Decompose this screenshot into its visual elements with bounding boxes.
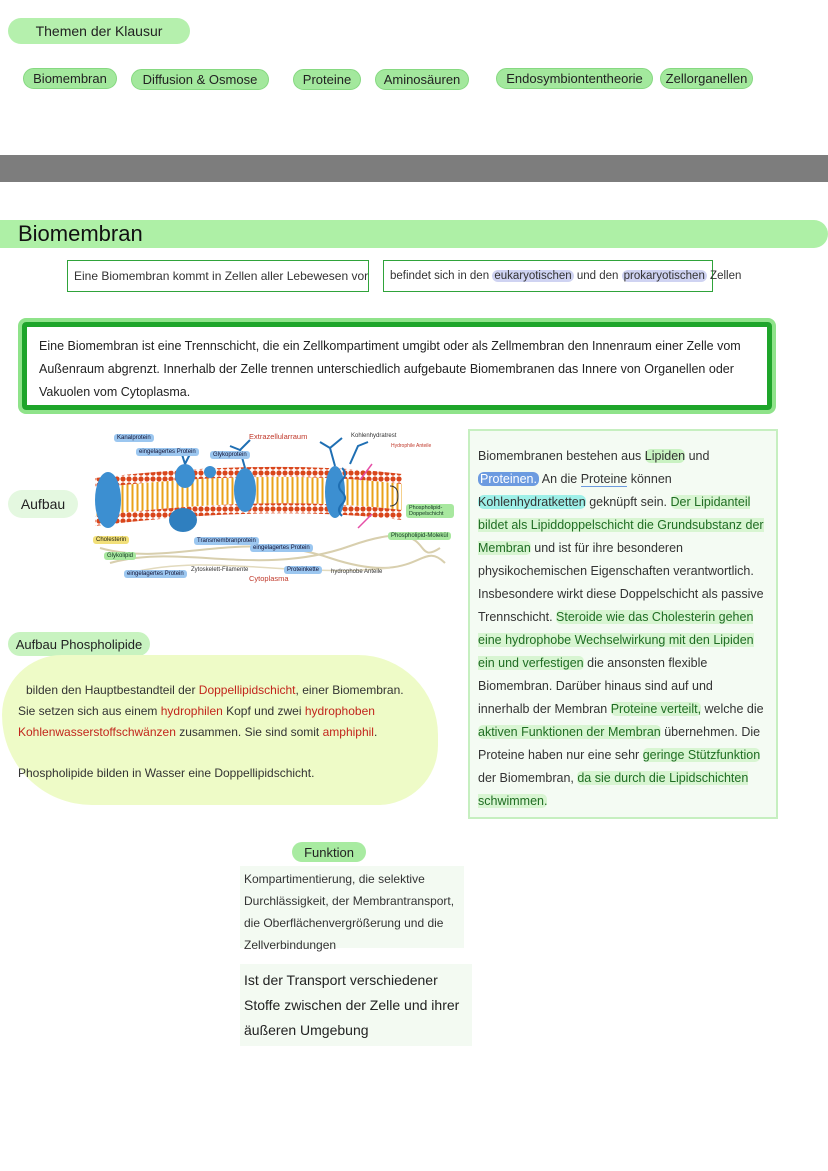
funktion-list-text: Kompartimentierung, die selektive Durchlässigkeit, der Membrantransport, die Oberflächenvergrößerung und die Zellverbindungen	[244, 872, 455, 952]
label-eingelagert-bottom: eingelagertes Protein	[124, 570, 187, 578]
funktion-list	[240, 866, 464, 952]
topic-endosymbiontentheorie[interactable]	[496, 68, 653, 89]
text-run: übernehmen. Die Proteine haben nur eine sehr	[478, 725, 761, 762]
fact-box-all-life	[67, 260, 369, 292]
topic-label: Biomembran	[33, 71, 107, 86]
highlighted-term: da sie durch die Lipidschichten schwimmen.	[478, 771, 749, 808]
term-amphiphil: amphiphil	[322, 725, 374, 739]
text-run: .	[373, 725, 378, 739]
text-run: welche die	[701, 702, 764, 716]
label-glykolipid: Glykolipid	[104, 552, 136, 560]
topic-label: Endosymbiontentheorie	[506, 71, 643, 86]
highlight-prokaryotic: prokaryotischen	[623, 270, 705, 282]
term-doppellipidschicht: Doppellipidschicht	[198, 683, 296, 697]
text-run: der Biomembran,	[478, 771, 578, 785]
topic-proteine[interactable]	[293, 69, 361, 90]
divider-bar	[0, 155, 828, 182]
highlighted-term: Kohlenhydratketten	[478, 495, 586, 509]
aufbau-text	[478, 449, 764, 808]
highlighted-term: geringe Stützfunktion	[642, 748, 761, 762]
phospholipide-summary: Phospholipide bilden in Wasser eine Doppellipidschicht.	[18, 766, 315, 780]
fact-text: Zellen	[710, 270, 742, 282]
fact-text: Eine Biomembran kommt in Zellen aller Lebewesen vor	[74, 269, 369, 283]
text-run: geknüpft sein.	[585, 495, 671, 509]
phospholipide-text	[18, 680, 418, 784]
term-hydrophob: hydrophoben Kohlenwasserstoffschwänzen	[18, 704, 375, 739]
section-title: Biomembran	[18, 221, 143, 246]
label-hydrophobe: hydrophobe Anteile	[331, 569, 383, 575]
funktion-label: Funktion	[304, 844, 354, 860]
highlighted-term: Proteine verteilt,	[610, 702, 702, 716]
text-run: An die	[538, 472, 581, 486]
definition-text: Eine Biomembran ist eine Trennschicht, die ein Zellkompartiment umgibt oder als Zellmembran den Innenraum einer Zelle vom Außenraum abgrenzt. Innerhalb der Zelle trennen unterschiedlich aufgebaute Biomembranen das Innere von Organellen oder Vakuolen vom Cytoplasma.	[39, 339, 741, 399]
label-phospholipid-molekul: Phospholipid-Molekül	[388, 532, 451, 540]
text-run: und ist für ihre besonderen physikochemischen Eigenschaften verantwortlich. Insbesondere wirkt diese Doppelschicht als passive Trennschicht.	[478, 541, 764, 624]
topic-zellorganellen[interactable]	[660, 68, 753, 89]
highlighted-term: Der Lipidanteil bildet als Lipiddoppelschicht die Grundsubstanz der Membran	[478, 495, 764, 555]
highlight-eukaryotic: eukaryotischen	[494, 270, 572, 282]
highlighted-term: aktiven Funktionen der Membran	[478, 725, 661, 739]
fact-text: und den	[576, 270, 619, 282]
page-title-pill	[8, 18, 190, 44]
aufbau-label: Aufbau	[20, 496, 66, 512]
topic-label: Proteine	[302, 72, 352, 87]
label-transmembran: Transmembranprotein	[194, 537, 259, 545]
highlighted-term: Steroide wie das Cholesterin gehen eine hydrophobe Wechselwirkung mit den Lipiden ein und verfestigen	[478, 610, 754, 670]
topic-label: Diffusion & Osmose	[142, 72, 258, 87]
text-run: zusammen. Sie sind somit	[175, 725, 323, 739]
aufbau-text-box	[468, 429, 778, 819]
page-title: Themen der Klausur	[35, 23, 163, 39]
text-run: Biomembranen bestehen aus	[478, 449, 645, 463]
aufbau-label-pill	[8, 490, 78, 518]
definition-box	[22, 322, 772, 410]
text-run: Kopf und zwei	[222, 704, 305, 718]
phospholipide-label: Aufbau Phospholipide	[15, 636, 143, 652]
highlighted-term: Proteine	[580, 472, 628, 486]
label-cytoplasma: Cytoplasma	[249, 574, 289, 583]
label-proteinkette: Proteinkette	[284, 566, 322, 574]
label-extrazellular: Extrazellularraum	[249, 432, 308, 441]
topic-aminosaeuren[interactable]	[375, 69, 469, 90]
label-glykoprotein: Glykoprotein	[210, 451, 250, 459]
text-run: können	[627, 472, 672, 486]
fact-text: befindet sich in den	[390, 270, 490, 282]
label-eingelagert-mid: eingelagertes Protein	[250, 544, 313, 552]
text-run: , einer Biomembran. Sie setzen sich aus einem	[18, 683, 404, 718]
label-phospholipid-doppel: Phospholipid-Doppelschicht	[406, 504, 454, 518]
funktion-transport-text: Ist der Transport verschiedener Stoffe zwischen der Zelle und ihrer äußeren Umgebung	[244, 972, 460, 1038]
topic-label: Aminosäuren	[383, 72, 461, 87]
text-run: und	[685, 449, 710, 463]
phospholipide-label-pill	[8, 632, 150, 656]
label-kanalprotein: Kanalprotein	[114, 434, 154, 442]
label-cholesterin: Cholesterin	[93, 536, 129, 544]
fact-box-cell-types	[383, 260, 742, 292]
highlighted-term: Lipiden	[644, 449, 686, 463]
text-run: bilden den Hauptbestandteil der	[26, 683, 199, 697]
term-hydrophil: hydrophilen	[160, 704, 223, 718]
label-kohlenhydratrest: Kohlenhydratrest	[351, 433, 397, 439]
funktion-label-pill	[292, 842, 366, 862]
topic-biomembran[interactable]	[23, 68, 117, 89]
label-eingelagert-top: eingelagertes Protein	[136, 448, 199, 456]
label-hydrophile: Hydrophile Anteile	[391, 443, 432, 449]
text-run: die ansonsten flexible Biomembran. Darüber hinaus sind auf und innerhalb der Membran	[478, 656, 713, 716]
highlighted-term: Proteinen.	[480, 472, 537, 486]
topic-diffusion[interactable]	[131, 69, 269, 90]
membrane-diagram	[90, 428, 452, 584]
label-zytoskelett: Zytoskelett-Filamente	[191, 567, 249, 573]
funktion-transport	[240, 964, 472, 1046]
topic-label: Zellorganellen	[665, 71, 748, 86]
